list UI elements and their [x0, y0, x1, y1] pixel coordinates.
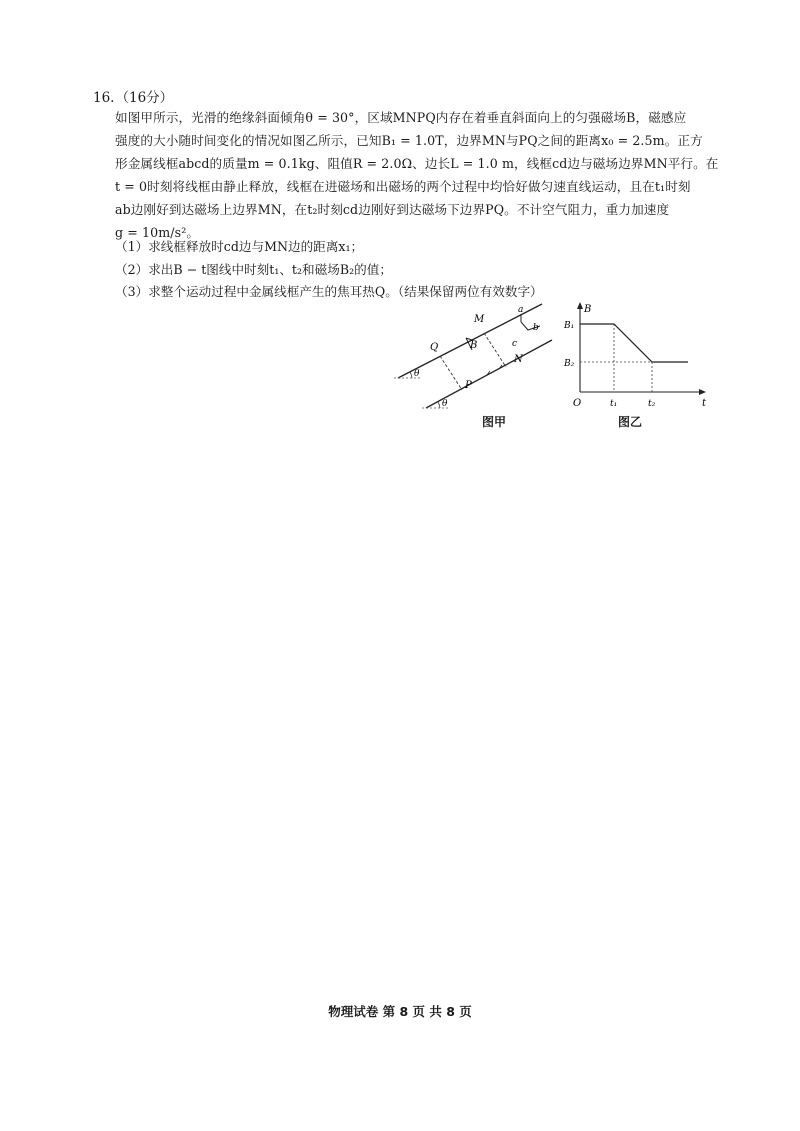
question-line: t = 0时刻将线框由静止释放，线框在进磁场和出磁场的两个过程中均恰好做匀速直线运动，且在t₁时刻: [115, 179, 691, 194]
axis-label-B: B: [584, 304, 592, 315]
origin-label: O: [573, 398, 582, 409]
boundary-PQ: [440, 356, 462, 390]
tick-label-B1: B₁: [564, 321, 575, 331]
figure-b-caption: 图乙: [618, 415, 643, 429]
subquestion-3: （3）求整个运动过程中金属线框产生的焦耳热Q。（结果保留两位有效数字）: [115, 284, 543, 299]
question-header: [93, 86, 174, 106]
question-text: [115, 106, 719, 244]
label-N: N: [514, 354, 523, 365]
page-footer: 物理试卷 第 8 页 共 8 页: [328, 1004, 472, 1019]
boundary-MN: [484, 333, 506, 367]
label-M: M: [474, 314, 485, 325]
theta-label-lower: θ: [442, 399, 448, 409]
question-line: ab边刚好到达磁场上边界MN，在t₂时刻cd边刚好到达磁场下边界PQ。不计空气阻力，重力加速度: [115, 202, 670, 217]
tick-label-t1: t₁: [610, 399, 618, 409]
question-line: 如图甲所示，光滑的绝缘斜面倾角θ = 30°，区域MNPQ内存在着垂直斜面向上的匀强磁场B，磁感应: [115, 110, 687, 125]
field-label-B: B: [470, 340, 478, 351]
axis-label-t: t: [702, 398, 707, 409]
label-P: P: [465, 380, 472, 391]
label-b: b: [533, 323, 539, 333]
question-number: 16.: [93, 90, 115, 106]
figure-b-bt-graph: [562, 300, 712, 412]
label-Q: Q: [430, 342, 439, 353]
tick-label-B2: B₂: [564, 359, 575, 369]
incline-lower-line: [426, 340, 552, 408]
figure-a-caption: 图甲: [482, 415, 507, 429]
question-line: 形金属线框abcd的质量m = 0.1kg、阻值R = 2.0Ω、边长L = 1.0 m，线框cd边与磁场边界MN平行。在: [115, 156, 719, 171]
label-a: a: [518, 305, 524, 315]
question-score: （16分）: [115, 90, 174, 106]
subquestion-1: （1）求线框释放时cd边与MN边的距离x₁；: [115, 239, 364, 254]
b-t-curve: [580, 324, 688, 362]
tick-label-t2: t₂: [648, 399, 656, 409]
theta-label-upper: θ: [414, 369, 420, 379]
figure-a-incline-diagram: [390, 300, 560, 412]
question-line: g = 10m/s²。: [115, 225, 200, 240]
question-line: 强度的大小随时间变化的情况如图乙所示，已知B₁ = 1.0T，边界MN与PQ之间的距离x₀ = 2.5m。正方: [115, 133, 703, 148]
subquestion-2: （2）求出B − t图线中时刻t₁、t₂和磁场B₂的值；: [115, 262, 392, 277]
label-c: c: [512, 339, 518, 349]
